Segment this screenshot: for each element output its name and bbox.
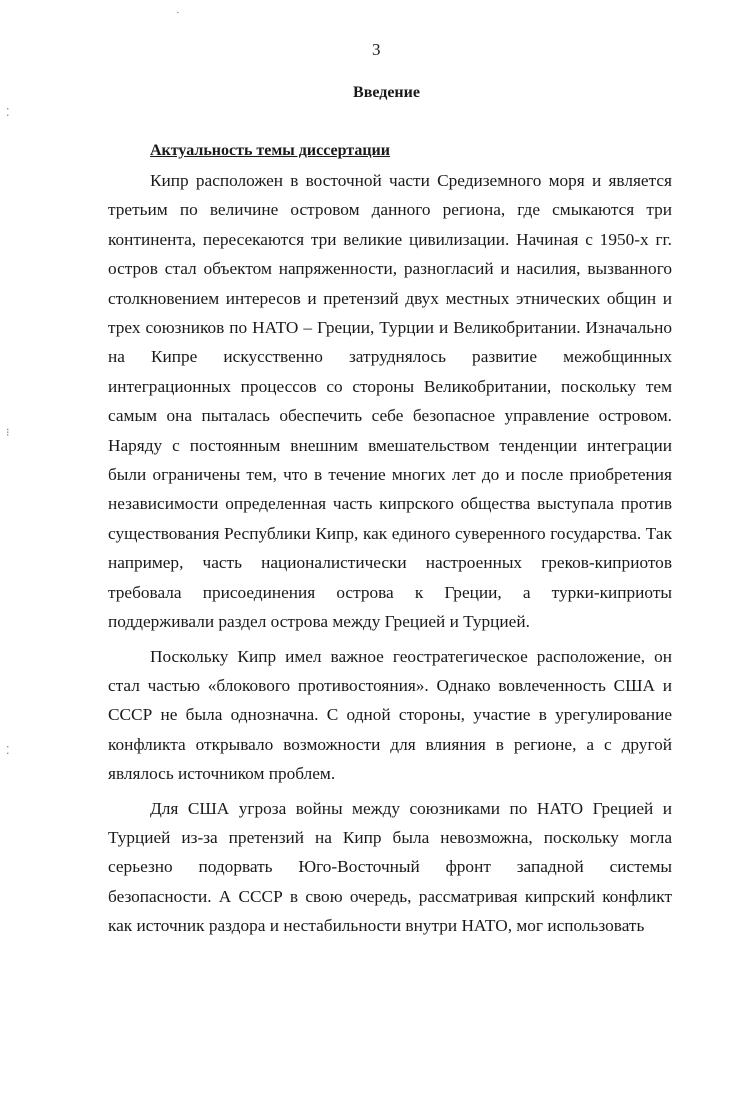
page-number: 3 <box>372 40 381 59</box>
scan-speck: ⁝ <box>6 427 10 439</box>
paragraph: Поскольку Кипр имел важное геостратегическое расположение, он стал частью «блокового противостояния». Однако вовлеченность США и СССР не была однозначна. С одной стороны, участие в урегулирование конфликта открывало возможности для влияния в регионе, а с другой являлось источником проблем. <box>108 646 672 784</box>
subsection-heading: Актуальность темы диссертации <box>150 142 390 159</box>
scan-speck: · <box>176 7 180 19</box>
paragraph: Кипр расположен в восточной части Средиземного моря и является третьим по величине островом данного региона, где смыкаются три континента, пересекаются три великие цивилизации. Начиная с 1950-х гг. остров стал объектом напряженности, разногласий и насилия, вызванного столкновением интересов и претензий двух местных этнических общин и трех союзников по НАТО – Греции, Турции и Великобритании. Изначально на Кипре искусственно затруднялось развитие межобщинных интеграционных процессов со стороны Великобритании, поскольку тем самым она пыталась обеспечить себе безопасное управление островом. Наряду с постоянным внешним вмешательством тенденции интеграции были ограничены тем, что в течение многих лет до и после приобретения независимости определенная часть кипрского общества выступала против существования Республики Кипр, как единого суверенного государства. Так например, часть националистически настроенных греков-киприотов требовала присоединения острова к Греции, а турки-киприоты поддерживали раздел острова между Грецией и Турцией. <box>108 171 672 632</box>
section-heading: Введение <box>353 84 420 101</box>
scan-speck: ⁚ <box>6 745 10 757</box>
body-text <box>108 166 672 941</box>
paragraph: Для США угроза войны между союзниками по НАТО Грецией и Турцией из-за претензий на Кипр была невозможна, поскольку могла серьезно подорвать Юго-Восточный фронт западной системы безопасности. А СССР в свою очередь, рассматривая кипрский конфликт как источник раздора и нестабильности внутри НАТО, мог использовать <box>108 798 672 936</box>
scan-speck: ⁚ <box>6 107 10 119</box>
